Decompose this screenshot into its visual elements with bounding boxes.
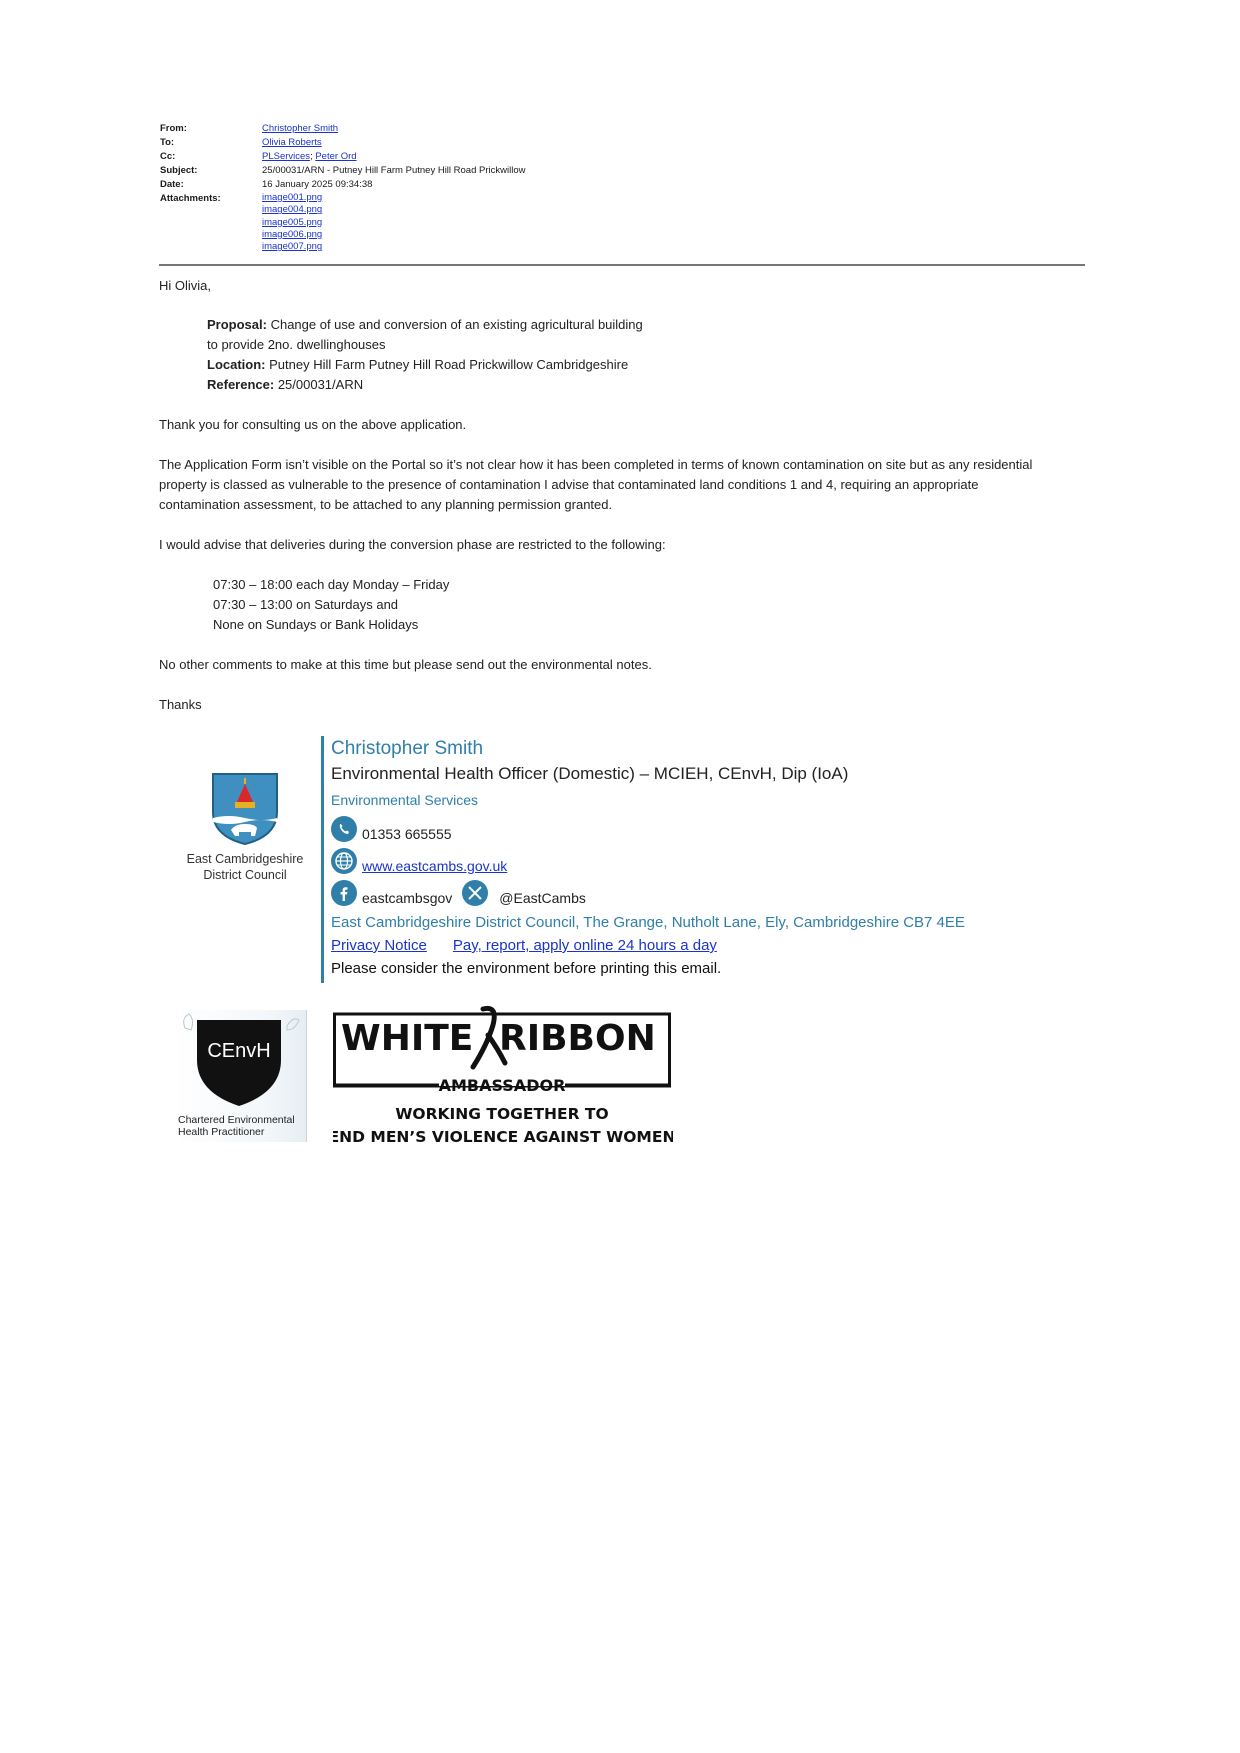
subject-label: Subject: — [160, 165, 198, 176]
white-ribbon-ribbon: RIBBON — [499, 1018, 656, 1059]
signature-department: Environmental Services — [331, 792, 479, 808]
cenvh-shield-icon — [175, 1010, 306, 1110]
facebook-icon[interactable] — [331, 880, 357, 906]
council-logo-caption-2: District Council — [203, 868, 287, 882]
contamination-line-2: property is classed as vulnerable to the presence of contamination I advise that contaminated land conditions 1 and 4, requiring an appropriate — [159, 477, 979, 492]
contamination-paragraph — [159, 455, 1099, 515]
signoff-text: Thanks — [159, 697, 202, 712]
council-logo-caption-1: East Cambridgeshire — [186, 852, 304, 866]
proposal-block — [207, 315, 643, 395]
date-row — [160, 178, 1090, 192]
twitter-handle: @EastCambs — [499, 890, 586, 906]
subject-row — [160, 164, 1090, 178]
cc-separator: ; — [310, 151, 316, 162]
delivery-time-saturday: 07:30 – 13:00 on Saturdays and — [213, 597, 399, 612]
council-address: East Cambridgeshire District Council, The Grange, Nutholt Lane, Ely, Cambridgeshire CB7 4EE — [331, 914, 965, 931]
contamination-line-3: contamination assessment, to be attached to any planning permission granted. — [159, 497, 613, 512]
attachment-link[interactable]: image001.png — [262, 192, 323, 203]
location-label: Location: — [207, 357, 266, 372]
cc-label: Cc: — [160, 151, 176, 162]
to-link[interactable]: Olivia Roberts — [262, 137, 322, 148]
proposal-text: Change of use and conversion of an existing agricultural building — [266, 317, 643, 332]
council-logo — [170, 772, 320, 883]
x-twitter-icon[interactable] — [462, 880, 488, 906]
greeting: Hi Olivia, — [159, 278, 212, 293]
environment-note: Please consider the environment before printing this email. — [331, 960, 722, 977]
to-row — [160, 136, 1090, 150]
reference-label: Reference: — [207, 377, 275, 392]
white-ribbon-badge — [333, 1005, 673, 1150]
subject-value: 25/00031/ARN - Putney Hill Farm Putney Hill Road Prickwillow — [262, 165, 526, 176]
signature-role: Environmental Health Officer (Domestic) – MCIEH, CEnvH, Dip (IoA) — [331, 764, 849, 783]
reference-text: 25/00031/ARN — [274, 377, 364, 392]
location-text: Putney Hill Farm Putney Hill Road Prickwillow Cambridgeshire — [265, 357, 629, 372]
website-link[interactable]: www.eastcambs.gov.uk — [362, 858, 508, 874]
proposal-line — [207, 315, 643, 335]
from-row — [160, 122, 1090, 136]
cenvh-text: CEnvH — [207, 1040, 271, 1062]
cc-link-peter-ord[interactable]: Peter Ord — [315, 151, 357, 162]
cenvh-caption-1: Chartered Environmental — [178, 1114, 295, 1126]
signature-links — [331, 937, 743, 954]
from-link[interactable]: Christopher Smith — [262, 123, 339, 134]
signature-divider — [321, 736, 324, 983]
date-value: 16 January 2025 09:34:38 — [262, 179, 373, 190]
globe-icon — [331, 848, 357, 874]
whatsapp-icon — [331, 816, 357, 842]
website-line — [331, 848, 507, 874]
proposal-line-2: to provide 2no. dwellinghouses — [207, 337, 386, 352]
from-label: From: — [160, 123, 187, 134]
contamination-line-1: The Application Form isn’t visible on the Portal so it’s not clear how it has been completed in terms of known contamination on site but as any residential — [159, 457, 1033, 472]
attachments-row — [160, 192, 1090, 253]
cenvh-badge — [175, 1010, 307, 1142]
cenvh-caption — [178, 1114, 295, 1138]
facebook-handle: eastcambsgov — [362, 890, 453, 906]
reference-line — [207, 375, 643, 395]
attachment-link[interactable]: image005.png — [262, 216, 323, 228]
attachment-link[interactable]: image007.png — [262, 241, 323, 253]
phone-line — [331, 816, 452, 842]
privacy-notice-link[interactable]: Privacy Notice — [331, 937, 427, 954]
white-ribbon-line-2: END MEN’S VIOLENCE AGAINST WOMEN — [333, 1128, 673, 1146]
cc-link-plservices[interactable]: PLServices — [262, 151, 311, 162]
thanks-consult-text: Thank you for consulting us on the above application. — [159, 417, 467, 432]
council-crest-icon — [211, 772, 279, 846]
header-divider — [159, 264, 1085, 266]
white-ribbon-ambassador: AMBASSADOR — [438, 1076, 566, 1095]
white-ribbon-white: WHITE — [341, 1018, 474, 1059]
cc-row — [160, 150, 1090, 164]
to-label: To: — [160, 137, 175, 148]
delivery-time-weekday: 07:30 – 18:00 each day Monday – Friday — [213, 577, 450, 592]
delivery-times — [213, 575, 449, 635]
attachment-link[interactable]: image004.png — [262, 204, 323, 216]
proposal-label: Proposal: — [207, 317, 267, 332]
cenvh-caption-2: Health Practitioner — [178, 1126, 265, 1138]
email-header — [160, 122, 1090, 253]
no-other-comments-text: No other comments to make at this time but please send out the environmental notes. — [159, 657, 652, 672]
pay-report-apply-link[interactable]: Pay, report, apply online 24 hours a day — [452, 937, 717, 954]
attachment-link[interactable]: image006.png — [262, 228, 323, 240]
phone-number: 01353 665555 — [362, 826, 452, 842]
delivery-time-sunday: None on Sundays or Bank Holidays — [213, 617, 419, 632]
location-line — [207, 355, 643, 375]
attachments-list — [262, 192, 1090, 253]
signature-name: Christopher Smith — [331, 738, 484, 759]
social-line — [331, 880, 586, 906]
attachments-label: Attachments: — [160, 193, 221, 204]
deliveries-text: I would advise that deliveries during the conversion phase are restricted to the following: — [159, 537, 666, 552]
date-label: Date: — [160, 179, 184, 190]
white-ribbon-line-1: WORKING TOGETHER TO — [395, 1105, 609, 1123]
